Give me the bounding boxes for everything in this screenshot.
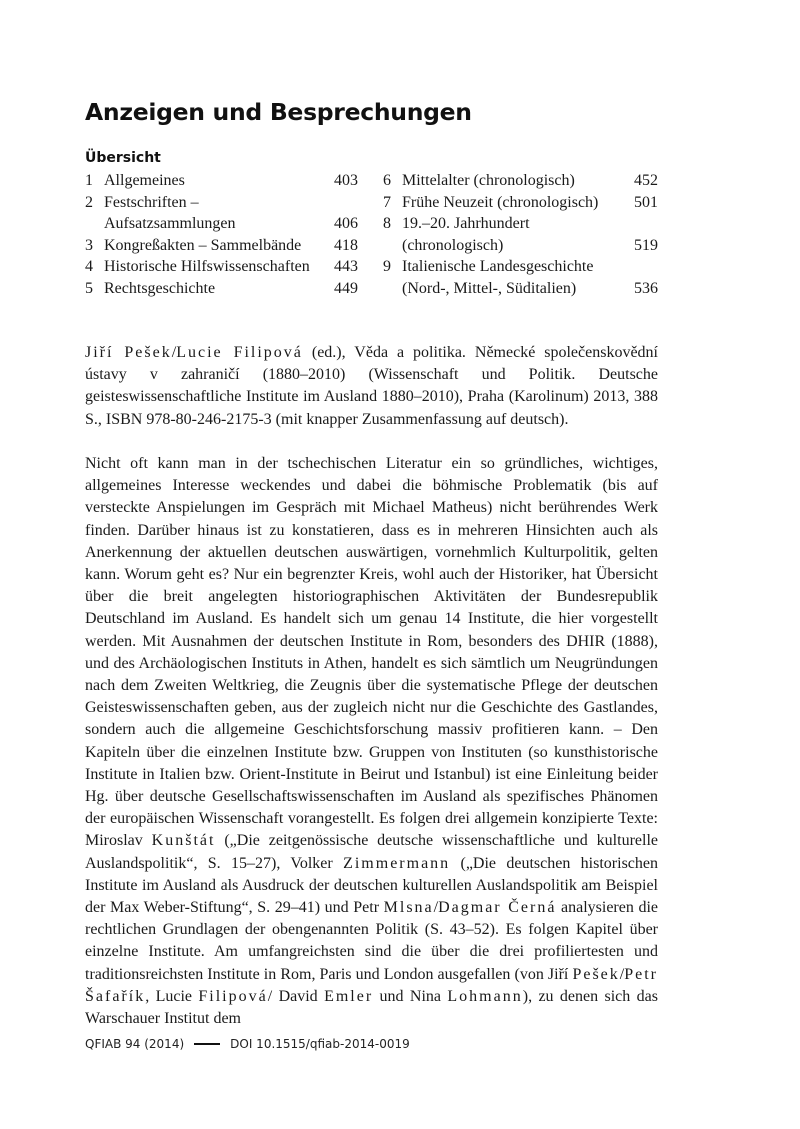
toc-entry	[383, 192, 658, 214]
toc-entry-label: Italienische Landesgeschichte (Nord-, Mittel-, Süditalien)	[402, 258, 594, 297]
person-name: Filipová	[198, 987, 268, 1005]
person-name: Dagmar Černá	[438, 899, 557, 917]
citation-author: Lucie Filipová	[176, 344, 303, 361]
toc-entry-number: 7	[383, 193, 391, 211]
book-citation	[85, 342, 658, 431]
toc-entry-number: 8	[383, 215, 391, 232]
person-name: Emler	[324, 987, 374, 1005]
doi-reference: DOI 10.1515/qfiab-2014-0019	[230, 1037, 410, 1051]
toc-entry-page: 443	[334, 258, 358, 275]
toc-left-column	[85, 170, 358, 299]
name-separator: /	[433, 899, 439, 917]
toc-entry-number: 4	[85, 258, 93, 275]
review-body	[85, 453, 658, 1030]
toc-heading: Übersicht	[85, 150, 161, 166]
review-text: und Nina	[373, 987, 448, 1005]
toc-entry-number: 2	[85, 193, 93, 211]
toc-entry-page: 519	[634, 236, 658, 254]
review-text: Nicht oft kann man in der tschechischen Literatur ein so gründliches, wichtiges, allgemeines Interesse weckendes und dabei die böhmische Problematik (bis auf versteckte Anspielungen im Gespräch mit Michael Matheus) nicht berührendes Werk finden. Darüber hinaus ist zu konstatieren, dass es in mehreren Hinsichten auch als Anerkennung der aktuellen deutschen auswärtigen, vornehmlich Kulturpolitik, gelten kann. Worum geht es? Nur ein begrenzter Kreis, wohl auch der Historiker, hat Übersicht über die breit angelegten historiographischen Aktivitäten der Bundesrepublik Deutschland im Ausland. Es handelt sich um genau 14 Institute, die hier vorgestellt werden. Mit Ausnahmen der deutschen Institute in Rom, besonders des DHIR (1888), und des Archäologischen Instituts in Athen, handelt es sich sämtlich um Neugründungen nach dem Zweiten Weltkrieg, die Zeugnis über die systematische Pflege der deutschen Geisteswissenschaften geben, aus der zugleich nicht nur die Geschichte des Gastlandes, sondern auch die allgemeine Geschichtsforschung massiv profitieren kann. – Den Kapiteln über die einzelnen Institute bzw. Gruppen von Instituten (so kunsthistorische Institute in Italien bzw. Orient-Institute in Beirut und Istanbul) ist eine Einleitung beider Hg. über deutsche Gesellschaftswissenschaften im Ausland als spezifisches Phänomen der europäischen Wissenschaft vorangestellt. Es folgen drei allgemein konzipierte Texte: Miroslav	[85, 455, 658, 850]
toc-entry-page: 418	[334, 236, 358, 254]
toc-entry-label: Rechtsgeschichte	[104, 279, 216, 297]
toc-entry-label: Frühe Neuzeit (chronologisch)	[402, 193, 599, 211]
toc-entry-label: Mittelalter (chronologisch)	[402, 172, 575, 189]
person-name: Mlsna	[383, 899, 434, 917]
review-text: David	[272, 987, 325, 1005]
toc-entry	[85, 170, 358, 192]
toc-entry-page: 403	[334, 172, 358, 189]
citation-author: Jiří Pešek	[85, 344, 172, 361]
citation-details: (ed.), Věda a politika. Německé společenskovědní ústavy v zahraničí (1880–2010) (Wissenschaft und Politik. Deutsche geisteswissenschaftliche Institute im Ausland 1880–2010), Praha (Karolinum) 2013, 388 S., ISBN 978-80-246-2175-3 (mit knapper Zusammenfassung auf deutsch).	[85, 344, 658, 428]
toc-entry	[85, 278, 358, 300]
page-footer	[85, 1037, 410, 1051]
person-name: Kunštát	[151, 832, 216, 850]
toc-entry-number: 9	[383, 258, 391, 275]
section-title: Anzeigen und Besprechungen	[85, 98, 472, 126]
footer-rule	[194, 1043, 220, 1045]
review-text: („Die deutschen historischen Institute im Ausland als Ausdruck der deutschen kulturellen Auslandspolitik am Beispiel der Max Weber-Stiftung“, S. 29–41) und Petr	[85, 854, 658, 917]
toc-entry-page: 406	[334, 215, 358, 232]
citation-separator: /	[171, 344, 177, 361]
toc-entry-label: 19.–20. Jahrhundert (chronologisch)	[402, 215, 530, 254]
toc-entry-label: Kongreßakten – Sammelbände	[104, 236, 302, 254]
toc-entry	[383, 256, 658, 299]
name-separator: /	[267, 987, 273, 1005]
toc-entry	[85, 256, 358, 278]
toc-entry-number: 1	[85, 172, 93, 189]
toc-right-column	[383, 170, 658, 299]
toc-entry-page: 536	[634, 279, 658, 297]
review-text: analysieren die rechtlichen Grundlagen der obengenannten Politik (S. 43–52). Es folgen Kapitel über einzelne Institute. Am umfangreichsten sind die über die drei profiliertesten und traditionsreichsten Institute in Rom, Paris und London ausgefallen (von Jiří	[85, 899, 659, 983]
toc-entry-label: Historische Hilfswissenschaften	[104, 258, 310, 275]
toc-entry-label: Festschriften – Aufsatzsammlungen	[104, 193, 236, 232]
journal-reference: QFIAB 94 (2014)	[85, 1037, 185, 1051]
toc-entry-number: 5	[85, 279, 93, 297]
toc-entry	[383, 170, 658, 192]
toc-entry-label: Allgemeines	[104, 172, 185, 189]
toc-entry-page: 501	[634, 193, 658, 211]
review-text: , Lucie	[145, 987, 199, 1005]
person-name: Pešek	[572, 965, 620, 983]
toc-entry-page: 449	[334, 279, 358, 297]
review-text: („Die zeitgenössische deutsche wissenschaftliche und kulturelle Auslandspolitik“, S. 15–27), Volker	[85, 832, 658, 872]
review-text: ), zu denen sich das Warschauer Institut dem	[85, 987, 658, 1028]
toc-entry-page: 452	[634, 172, 658, 189]
toc-entry	[85, 192, 358, 235]
name-separator: /	[619, 965, 625, 983]
toc-entry	[85, 235, 358, 257]
toc-entry-number: 6	[383, 172, 391, 189]
person-name: Zimmermann	[343, 854, 451, 872]
toc-entry	[383, 213, 658, 256]
toc-entry-number: 3	[85, 236, 93, 254]
person-name: Lohmann	[447, 987, 523, 1005]
person-name: Petr Šafařík	[85, 965, 658, 1005]
